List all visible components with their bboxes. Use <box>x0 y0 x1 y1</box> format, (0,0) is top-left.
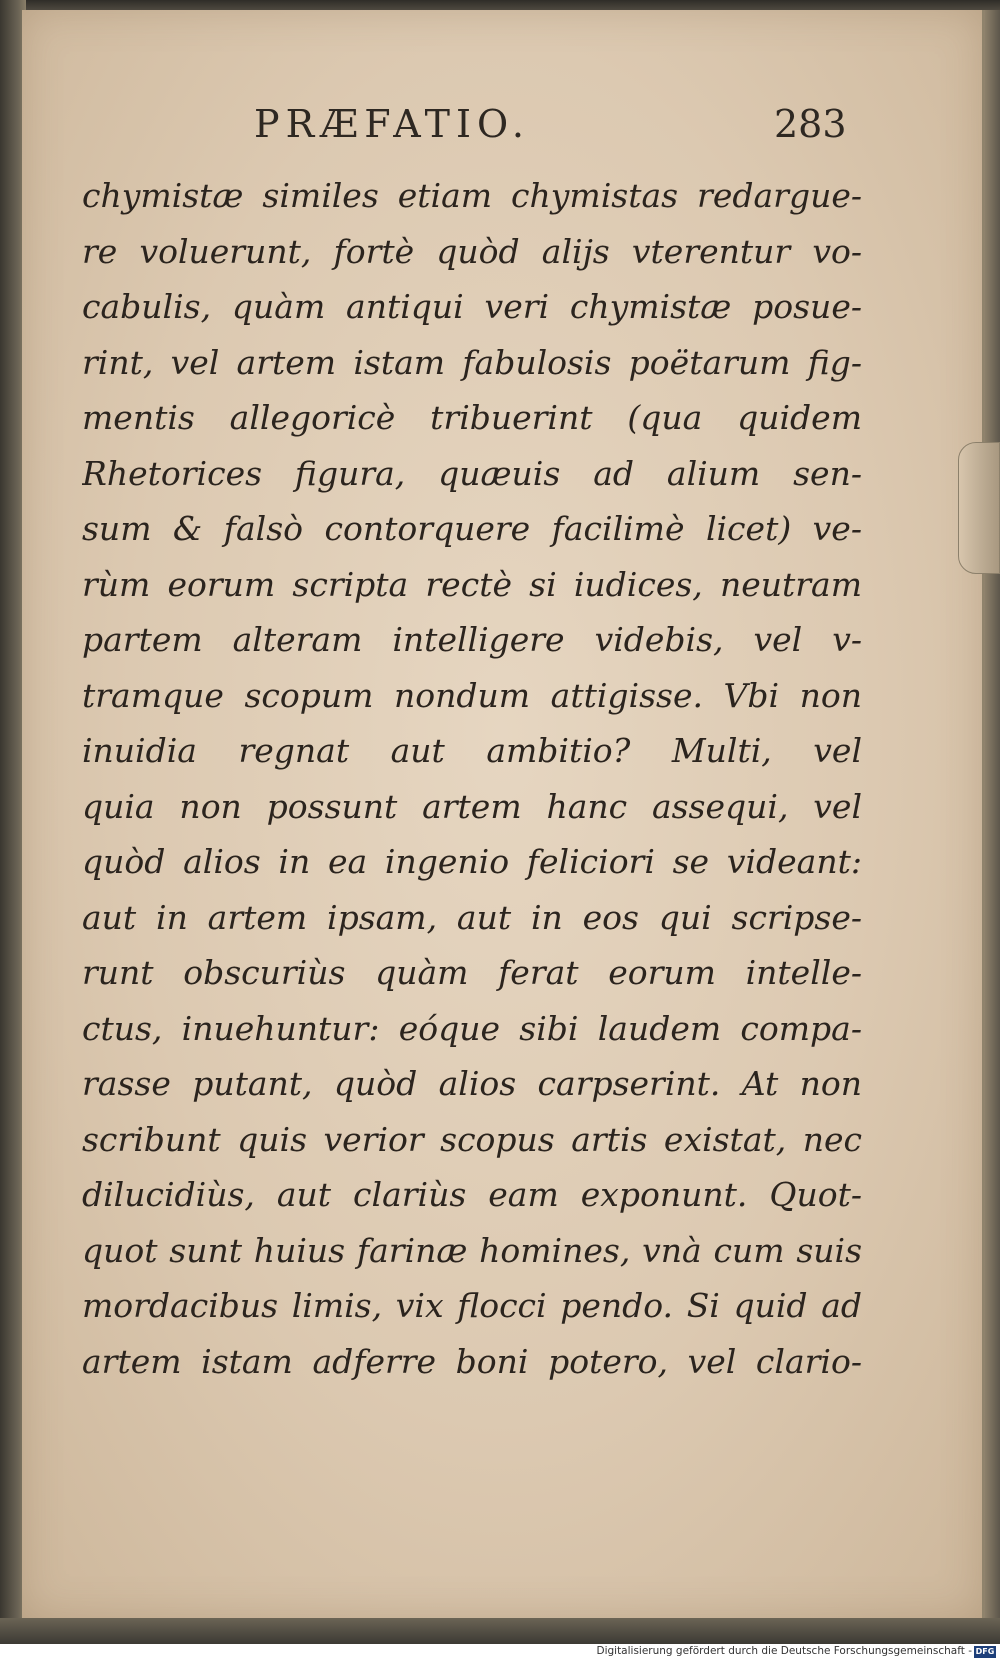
page-number: 283 <box>774 102 847 146</box>
text-line: scribunt quis verior scopus artis existat, nec <box>82 1119 862 1159</box>
text-line: rùm eorum scripta rectè si iudices, neutram <box>82 564 862 604</box>
footer <box>0 1644 1000 1661</box>
page-header <box>82 102 862 162</box>
text-line: partem alteram intelligere videbis, vel v- <box>82 620 862 659</box>
text-line: artem istam adferre boni potero, vel clario- <box>82 1341 862 1381</box>
text-line: sum & falsò contorquere facilimè licet) ve- <box>82 509 862 548</box>
book-bottom-edge <box>0 1618 1000 1644</box>
text-line: runt obscuriùs quàm ferat eorum intelle- <box>82 953 862 992</box>
text-line: rint, vel artem istam fabulosis poëtarum fig- <box>82 342 862 382</box>
text-line: mentis allegoricè tribuerint (qua quidem <box>82 398 862 437</box>
text-line: aut in artem ipsam, aut in eos qui scripse- <box>82 897 862 937</box>
text-line: rasse putant, quòd alios carpserint. At non <box>82 1064 862 1103</box>
text-line: Rhetorices figura, quæuis ad alium sen- <box>82 453 862 493</box>
text-line: re voluerunt, fortè quòd alijs vterentur vo- <box>82 231 862 271</box>
text-line: cabulis, quàm antiqui veri chymistæ posue- <box>82 287 862 326</box>
text-line: quòd alios in ea ingenio feliciori se videant: <box>82 842 862 881</box>
page-tab <box>958 442 1000 574</box>
text-block <box>82 168 862 1389</box>
text-line: ctus, inuehuntur: eóque sibi laudem compa- <box>82 1008 862 1048</box>
text-line: quia non possunt artem hanc assequi, vel <box>82 786 862 826</box>
digitization-credit: Digitalisierung gefördert durch die Deutsche Forschungsgemeinschaft - <box>596 1645 972 1657</box>
running-title: PRÆFATIO. <box>254 102 531 146</box>
text-line: mordacibus limis, vix flocci pendo. Si quid ad <box>82 1286 862 1325</box>
text-line: chymistæ similes etiam chymistas redargue- <box>82 176 862 215</box>
dfg-logo: DFG <box>975 1647 995 1656</box>
text-line: quot sunt huius farinæ homines, vnà cum suis <box>82 1230 862 1270</box>
text-line: tramque scopum nondum attigisse. Vbi non <box>82 675 862 715</box>
text-line: dilucidiùs, aut clariùs eam exponunt. Quot- <box>82 1175 862 1214</box>
book-page <box>22 10 984 1618</box>
text-line: inuidia regnat aut ambitio? Multi, vel <box>82 731 862 770</box>
